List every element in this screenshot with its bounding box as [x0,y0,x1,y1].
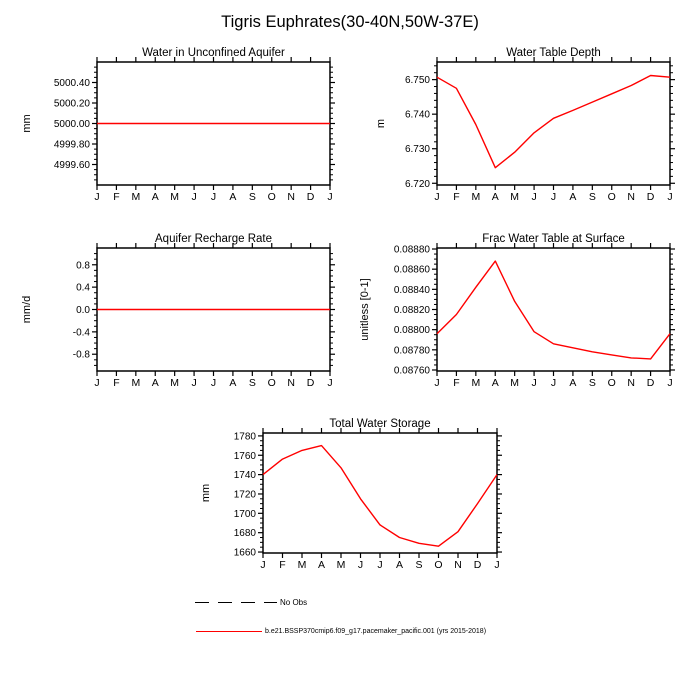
month-label: S [248,377,256,389]
y-tick-label: 0.08780 [393,345,430,357]
y-tick-label: 1680 [233,528,256,540]
month-label: J [327,377,333,389]
y-tick-label: 0.08800 [393,325,430,337]
month-label: J [327,191,333,203]
month-label: M [131,191,141,203]
y-axis-label: unitless [0-1] [359,278,371,341]
chart-water-in-unconfined-aquifer [21,47,335,203]
month-label: M [510,377,520,389]
y-tick-label: 0.8 [76,260,90,272]
month-label: F [113,191,120,203]
y-tick-label: 1780 [233,431,256,443]
y-tick-label: 6.720 [404,178,430,190]
chart-title: Water Table Depth [506,47,601,59]
month-label: A [317,559,326,571]
month-label: M [336,559,346,571]
month-label: A [491,377,499,389]
month-label: O [267,191,276,203]
month-label: A [569,191,577,203]
month-label: S [248,191,256,203]
y-axis-label: mm/d [21,295,33,324]
chart-frac-water-table-at-surface [359,233,675,389]
y-tick-label: 1740 [233,470,256,482]
month-label: O [267,377,276,389]
month-label: J [434,377,440,389]
axis-box [263,433,497,553]
month-label: J [531,377,537,389]
data-line [437,261,670,359]
data-line [263,446,497,547]
y-tick-label: -0.4 [72,327,90,339]
axis-box [437,62,670,185]
month-label: S [588,191,596,203]
page-title: Tigris Euphrates(30-40N,50W-37E) [221,13,479,31]
month-label: M [471,191,481,203]
month-label: A [569,377,577,389]
chart-water-table-depth [375,47,675,203]
month-label: A [395,559,404,571]
month-label: A [229,191,237,203]
month-label: A [151,377,159,389]
y-tick-label: 0.08760 [393,365,430,377]
y-tick-label: 1720 [233,489,256,501]
legend-item-model-run [196,625,486,637]
month-label: M [297,559,307,571]
y-tick-label: 1660 [233,547,256,559]
month-label: N [627,377,635,389]
y-tick-label: 1700 [233,508,256,520]
month-label: F [453,377,460,389]
month-label: O [607,191,616,203]
y-tick-label: 6.730 [404,144,430,156]
legend-item-no-obs [195,596,307,608]
chart-total-water-storage [200,418,502,571]
month-label: A [491,191,499,203]
month-label: D [306,377,315,389]
chart-aquifer-recharge-rate [21,233,335,389]
month-label: F [453,191,460,203]
y-tick-label: 5000.20 [53,98,90,110]
month-label: A [229,377,237,389]
month-label: D [306,191,315,203]
chart-title: Aquifer Recharge Rate [155,233,272,245]
y-tick-label: 0.0 [76,305,90,316]
y-axis-label: mm [21,114,33,133]
y-tick-label: 4999.80 [53,139,90,151]
month-label: N [454,559,462,571]
month-label: M [510,191,520,203]
month-label: J [357,559,364,571]
y-tick-label: 1760 [233,450,256,462]
month-label: D [473,559,482,571]
chart-title: Total Water Storage [329,418,431,430]
y-tick-label: 6.750 [404,75,430,87]
y-tick-label: 0.08880 [393,244,430,256]
month-label: A [151,191,159,203]
month-label: M [131,377,141,389]
no-obs-dashed-line-swatch [195,597,277,608]
month-label: M [170,191,180,203]
month-label: O [434,559,443,571]
y-tick-label: 0.08860 [393,264,430,276]
chart-title: Water in Unconfined Aquifer [142,47,285,59]
legend-label-model-run: b.e21.BSSP370cmip6.f09_g17.pacemaker_pacific.001 (yrs 2015-2018) [265,627,487,635]
y-tick-label: -0.8 [72,349,90,361]
month-label: F [113,377,120,389]
month-label: M [471,377,481,389]
month-label: J [434,191,440,203]
y-axis-label: mm [200,483,212,503]
month-label: J [210,377,217,389]
month-label: D [646,377,655,389]
month-label: F [279,559,286,571]
month-label: J [667,191,673,203]
month-label: N [287,191,295,203]
month-label: J [667,377,673,389]
month-label: M [170,377,180,389]
month-label: N [627,191,635,203]
month-label: S [588,377,596,389]
month-label: J [494,559,500,571]
legend-label-no-obs: No Obs [280,597,308,607]
month-label: S [415,559,423,571]
month-label: J [531,191,537,203]
month-label: D [646,191,655,203]
y-tick-label: 4999.60 [53,160,90,171]
y-tick-label: 5000.00 [53,119,90,130]
month-label: J [260,559,266,571]
month-label: J [550,377,557,389]
y-tick-label: 0.08820 [393,305,430,316]
chart-title: Frac Water Table at Surface [482,233,625,245]
y-tick-label: 0.08840 [393,284,430,296]
month-label: J [94,191,100,203]
y-tick-label: 6.740 [404,109,430,121]
month-label: O [607,377,616,389]
data-line [437,76,670,168]
month-label: J [550,191,557,203]
month-label: J [191,377,197,389]
month-label: N [287,377,295,389]
y-tick-label: 0.4 [76,282,90,294]
month-label: J [377,559,383,571]
month-label: J [191,191,197,203]
month-label: J [210,191,217,203]
model-run-line-swatch [196,626,262,637]
y-tick-label: 5000.40 [53,78,90,89]
axis-box [437,248,670,371]
month-label: J [94,377,100,389]
y-axis-label: m [375,118,387,129]
